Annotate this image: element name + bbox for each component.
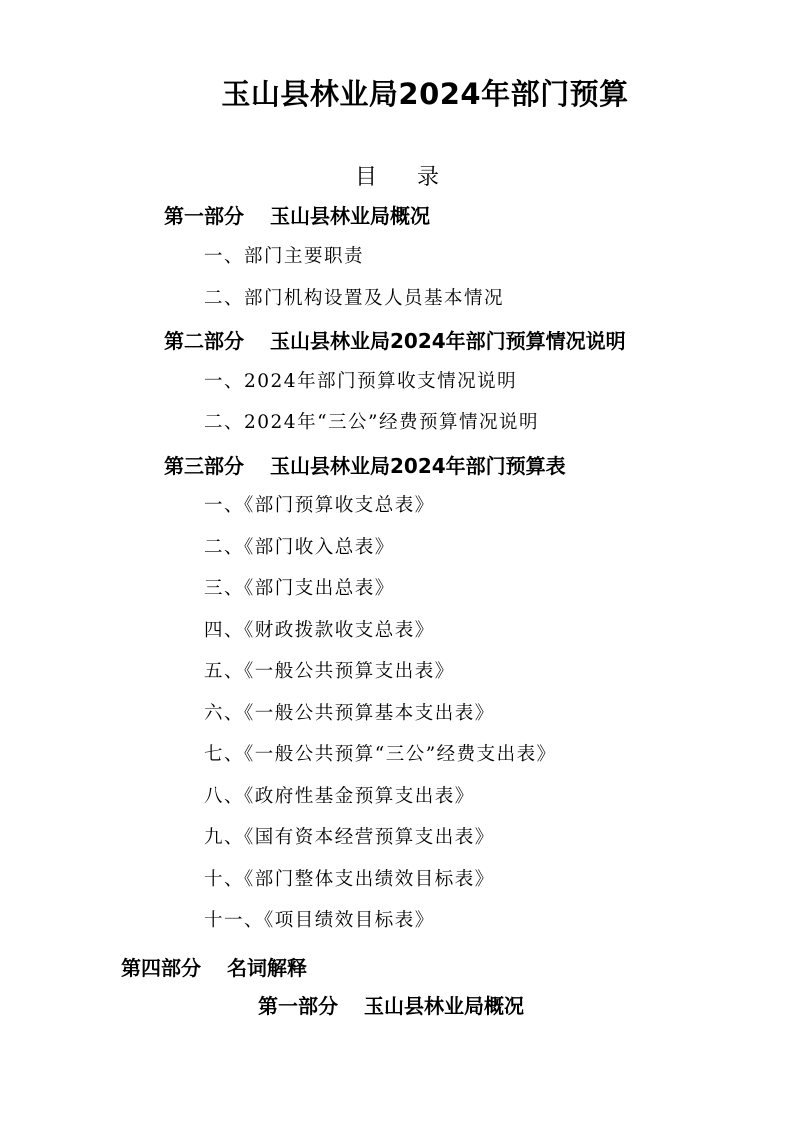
toc-part-1-label: 第一部分 <box>164 204 244 228</box>
section-heading-title: 玉山县林业局概况 <box>364 994 524 1018</box>
toc-part-3-item-2: 二、《部门收入总表》 <box>204 537 395 558</box>
toc-part-1-item-1: 一、部门主要职责 <box>204 246 365 267</box>
document-title: 玉山县林业局2024年部门预算 <box>221 77 629 111</box>
toc-part-1-item-2: 二、部门机构设置及人员基本情况 <box>204 288 505 309</box>
toc-part-3-item-8: 八、《政府性基金预算支出表》 <box>204 786 475 807</box>
toc-part-3-item-3: 三、《部门支出总表》 <box>204 578 395 599</box>
toc-part-3-item-10: 十、《部门整体支出绩效目标表》 <box>204 869 495 890</box>
section-heading-label: 第一部分 <box>258 994 338 1018</box>
toc-part-3 <box>164 450 566 479</box>
toc-part-3-item-5: 五、《一般公共预算支出表》 <box>204 661 455 682</box>
toc-part-3-item-4: 四、《财政拨款收支总表》 <box>204 620 435 641</box>
toc-part-3-item-6: 六、《一般公共预算基本支出表》 <box>204 703 495 724</box>
toc-part-1-title: 玉山县林业局概况 <box>270 204 430 228</box>
toc-part-3-item-9: 九、《国有资本经营预算支出表》 <box>204 827 495 848</box>
toc-part-4 <box>121 952 307 981</box>
toc-part-2-item-2: 二、2024年“三公”经费预算情况说明 <box>204 412 539 433</box>
toc-part-2-item-1: 一、2024年部门预算收支情况说明 <box>204 371 518 392</box>
toc-heading: 目录 <box>355 165 480 190</box>
section-heading <box>258 990 524 1019</box>
toc-part-2-label: 第二部分 <box>164 329 244 353</box>
toc-part-2 <box>164 325 626 354</box>
toc-part-4-title: 名词解释 <box>227 956 307 980</box>
toc-part-3-item-11: 十一、《项目绩效目标表》 <box>204 910 435 931</box>
toc-part-3-label: 第三部分 <box>164 454 244 478</box>
toc-part-2-title: 玉山县林业局2024年部门预算情况说明 <box>270 329 626 353</box>
toc-part-4-label: 第四部分 <box>121 956 201 980</box>
toc-part-3-title: 玉山县林业局2024年部门预算表 <box>270 454 566 478</box>
toc-part-3-item-7: 七、《一般公共预算“三公”经费支出表》 <box>204 744 557 765</box>
toc-part-3-item-1: 一、《部门预算收支总表》 <box>204 495 435 516</box>
toc-part-1 <box>164 200 430 229</box>
